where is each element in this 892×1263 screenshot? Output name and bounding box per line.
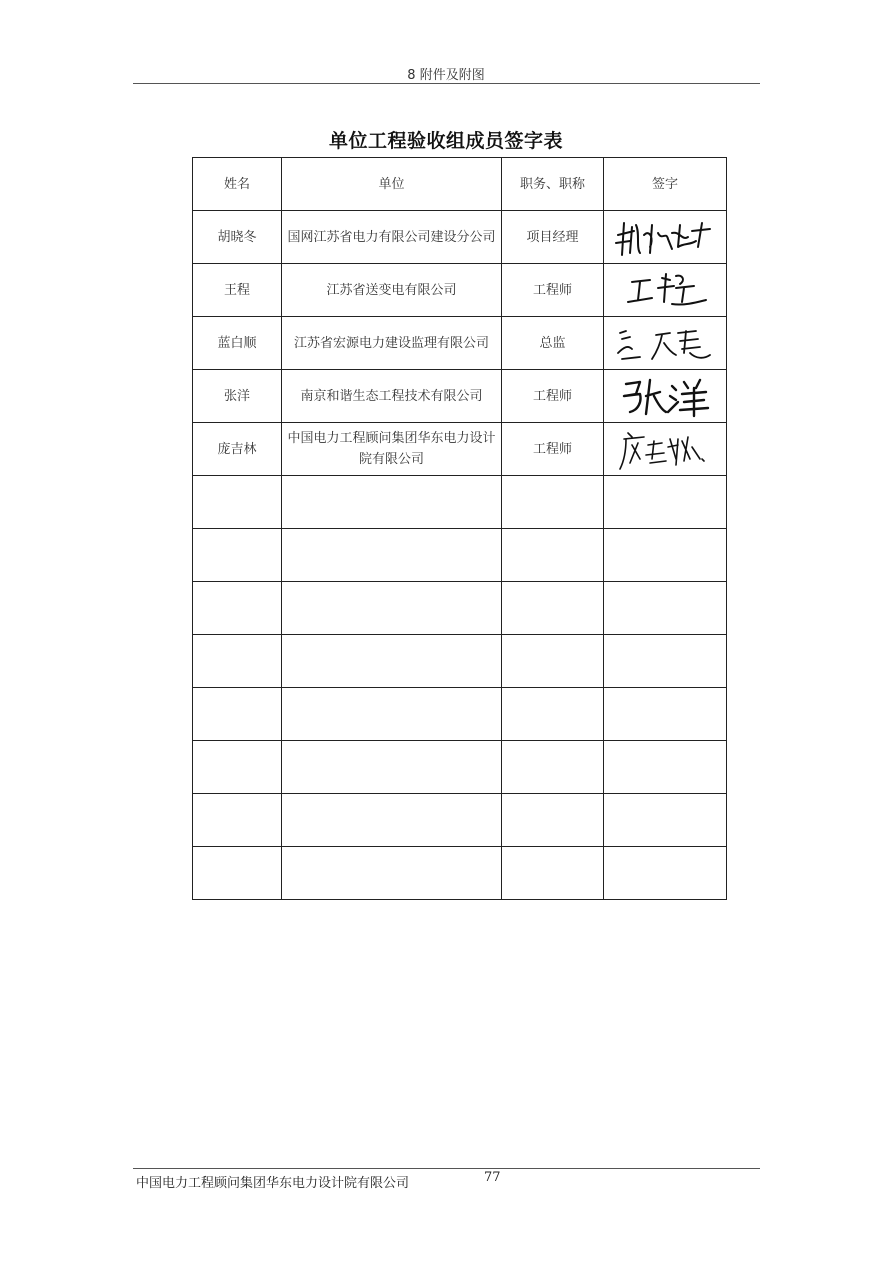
signature-cell [604, 529, 727, 582]
cell-unit: 江苏省送变电有限公司 [282, 264, 502, 317]
cell-position [502, 476, 604, 529]
cell-unit [282, 688, 502, 741]
cell-name [193, 794, 282, 847]
cell-unit [282, 741, 502, 794]
signature-cell [604, 741, 727, 794]
header-divider [133, 83, 760, 84]
cell-position [502, 741, 604, 794]
cell-unit [282, 794, 502, 847]
cell-name: 张洋 [193, 370, 282, 423]
table-header-row [193, 158, 727, 211]
column-header-unit: 单位 [282, 158, 502, 211]
cell-name [193, 529, 282, 582]
table-row [193, 264, 727, 317]
page-header: 8 附件及附图 [407, 68, 485, 83]
handwritten-signature [610, 372, 720, 420]
cell-position: 项目经理 [502, 211, 604, 264]
cell-name [193, 847, 282, 900]
signature-cell [604, 688, 727, 741]
page-number: 77 [484, 1170, 501, 1185]
cell-position [502, 582, 604, 635]
column-header-name: 姓名 [193, 158, 282, 211]
table-row [193, 423, 727, 476]
handwritten-signature [610, 425, 720, 473]
cell-name [193, 635, 282, 688]
signature-cell [604, 794, 727, 847]
handwritten-signature [610, 213, 720, 261]
blank-table-row [193, 582, 727, 635]
cell-unit [282, 529, 502, 582]
blank-table-row [193, 635, 727, 688]
cell-unit [282, 582, 502, 635]
cell-name: 王程 [193, 264, 282, 317]
blank-table-row [193, 529, 727, 582]
cell-position [502, 794, 604, 847]
signature-cell [604, 317, 727, 370]
handwritten-signature [610, 266, 720, 314]
cell-position [502, 529, 604, 582]
blank-table-row [193, 476, 727, 529]
blank-table-row [193, 688, 727, 741]
table-row [193, 317, 727, 370]
cell-name [193, 582, 282, 635]
cell-unit [282, 635, 502, 688]
blank-table-row [193, 741, 727, 794]
table-row [193, 211, 727, 264]
footer-company-name: 中国电力工程顾问集团华东电力设计院有限公司 [136, 1176, 410, 1191]
table-row [193, 370, 727, 423]
cell-unit: 南京和谐生态工程技术有限公司 [282, 370, 502, 423]
cell-position: 工程师 [502, 370, 604, 423]
footer-divider [133, 1168, 760, 1169]
cell-unit: 国网江苏省电力有限公司建设分公司 [282, 211, 502, 264]
signature-cell [604, 582, 727, 635]
cell-name: 庞吉林 [193, 423, 282, 476]
cell-position: 工程师 [502, 264, 604, 317]
cell-position [502, 635, 604, 688]
signature-cell [604, 211, 727, 264]
cell-position: 总监 [502, 317, 604, 370]
cell-position: 工程师 [502, 423, 604, 476]
signature-cell [604, 264, 727, 317]
cell-unit: 江苏省宏源电力建设监理有限公司 [282, 317, 502, 370]
signature-cell [604, 476, 727, 529]
cell-position [502, 688, 604, 741]
cell-position [502, 847, 604, 900]
cell-name [193, 476, 282, 529]
cell-unit [282, 847, 502, 900]
column-header-position: 职务、职称 [502, 158, 604, 211]
handwritten-signature [610, 319, 720, 367]
cell-unit [282, 476, 502, 529]
column-header-signature: 签字 [604, 158, 727, 211]
cell-name: 蓝白顺 [193, 317, 282, 370]
cell-name [193, 741, 282, 794]
signature-cell [604, 370, 727, 423]
blank-table-row [193, 847, 727, 900]
cell-name: 胡晓冬 [193, 211, 282, 264]
signature-cell [604, 847, 727, 900]
signature-cell [604, 423, 727, 476]
cell-name [193, 688, 282, 741]
blank-table-row [193, 794, 727, 847]
cell-unit: 中国电力工程顾问集团华东电力设计院有限公司 [282, 423, 502, 476]
signature-table [192, 157, 727, 900]
document-title: 单位工程验收组成员签字表 [328, 130, 563, 152]
signature-cell [604, 635, 727, 688]
